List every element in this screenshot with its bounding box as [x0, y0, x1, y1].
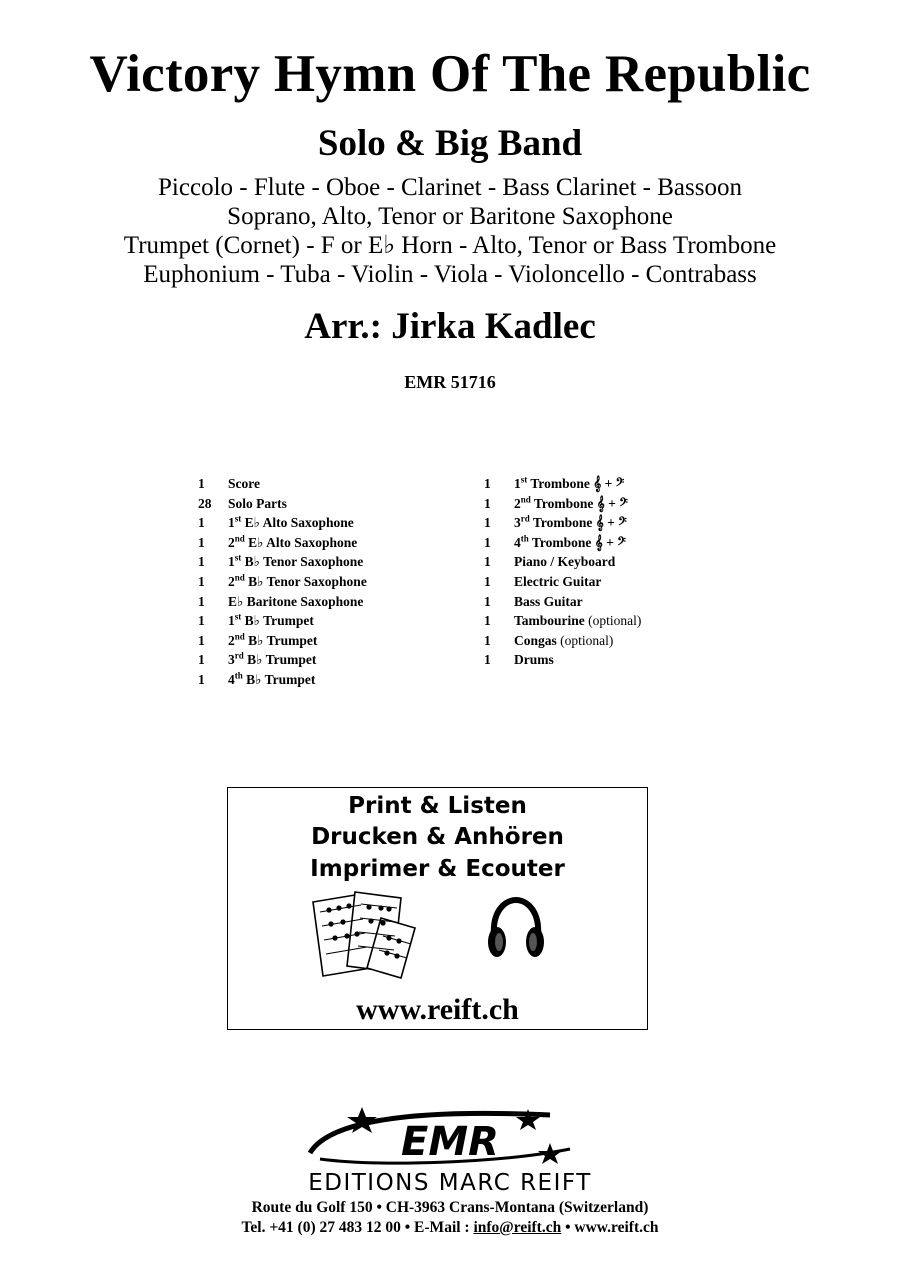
headphones-icon	[486, 896, 546, 962]
part-quantity: 1	[198, 534, 205, 550]
part-ordinal-suffix: th	[234, 670, 243, 681]
part-quantity: 1	[484, 652, 491, 668]
part-quantity: 1	[198, 613, 205, 629]
part-name	[228, 552, 363, 572]
publisher-contact	[0, 1219, 900, 1237]
part-ordinal-suffix: nd	[234, 572, 245, 583]
part-name	[514, 592, 583, 612]
part-quantity: 1	[484, 632, 491, 648]
part-quantity: 1	[198, 632, 205, 648]
print-listen-box	[227, 787, 648, 1030]
part-name	[228, 494, 287, 514]
part-quantity: 1	[484, 476, 491, 491]
part-label: Trombone 𝄞 + 𝄢	[530, 495, 628, 511]
part-label: Trombone 𝄞 + 𝄢	[527, 476, 625, 491]
logo-text: EMR	[401, 1119, 499, 1165]
part-ordinal-suffix: th	[520, 533, 529, 544]
part-ordinal-number: 3	[514, 515, 521, 531]
part-ordinal-suffix: st	[520, 474, 528, 485]
part-quantity: 1	[198, 671, 205, 687]
part-label: Drums	[514, 652, 554, 668]
part-ordinal-number: 1	[228, 554, 235, 570]
part-label: B♭ Trumpet	[244, 632, 318, 648]
part-quantity: 1	[198, 573, 205, 589]
part-name	[228, 572, 367, 592]
part-ordinal-suffix: rd	[520, 513, 530, 524]
part-quantity: 1	[484, 495, 491, 511]
part-quantity: 1	[484, 515, 491, 531]
part-name	[228, 670, 315, 690]
part-name	[228, 592, 363, 612]
part-name	[514, 650, 554, 670]
emr-logo	[300, 1105, 600, 1169]
part-quantity: 28	[198, 495, 212, 511]
part-label: E♭ Alto Saxophone	[244, 534, 358, 550]
part-ordinal-number: 2	[514, 495, 521, 511]
instrument-line: Soprano, Alto, Tenor or Baritone Saxophone	[227, 203, 673, 230]
instrument-line: Piccolo - Flute - Oboe - Clarinet - Bass Clarinet - Bassoon	[158, 174, 742, 201]
part-quantity: 1	[484, 534, 491, 550]
part-name	[228, 631, 317, 651]
part-ordinal-number: 1	[514, 476, 521, 491]
part-ordinal-suffix: nd	[234, 533, 245, 544]
part-label: E♭ Alto Saxophone	[241, 515, 354, 531]
part-name	[228, 611, 314, 631]
sheet-music-icon	[311, 888, 421, 980]
contact-email-link[interactable]: info@reift.ch	[473, 1219, 562, 1236]
part-ordinal-number: 4	[514, 534, 521, 550]
part-name	[514, 631, 613, 651]
part-quantity: 1	[484, 554, 491, 570]
part-name	[228, 650, 316, 670]
instrument-line: Euphonium - Tuba - Violin - Viola - Violoncello - Contrabass	[143, 261, 757, 288]
part-ordinal-number: 2	[228, 573, 235, 589]
part-quantity: 1	[484, 593, 491, 609]
part-label: B♭ Trumpet	[243, 652, 317, 668]
part-ordinal-suffix: st	[234, 552, 242, 563]
catalog-number: EMR 51716	[404, 372, 496, 392]
part-ordinal-suffix: rd	[234, 650, 244, 661]
part-label: B♭ Tenor Saxophone	[244, 573, 367, 589]
part-quantity: 1	[198, 515, 205, 531]
part-ordinal-number: 1	[228, 613, 235, 629]
part-name	[514, 611, 641, 631]
part-label: Solo Parts	[228, 495, 287, 511]
part-label: Piano / Keyboard	[514, 554, 616, 570]
part-label: Congas	[514, 632, 561, 648]
part-quantity: 1	[198, 554, 205, 570]
part-ordinal-suffix: nd	[234, 631, 245, 642]
part-label: B♭ Tenor Saxophone	[241, 554, 364, 570]
part-note: (optional)	[560, 632, 614, 648]
part-label: B♭ Trumpet	[242, 671, 316, 687]
instrumentation	[0, 173, 900, 289]
promo-line-de: Drucken & Anhören	[311, 824, 564, 850]
part-ordinal-number: 3	[228, 652, 235, 668]
arranger: Arr.: Jirka Kadlec	[304, 306, 596, 347]
part-label: Electric Guitar	[514, 573, 602, 589]
part-quantity: 1	[484, 573, 491, 589]
part-label: Bass Guitar	[514, 593, 583, 609]
publisher-address: Route du Golf 150 • CH-3963 Crans-Montana (Switzerland)	[251, 1199, 649, 1216]
part-quantity: 1	[198, 476, 205, 491]
part-name	[514, 552, 615, 572]
part-name	[514, 533, 626, 553]
part-label: Trombone 𝄞 + 𝄢	[529, 515, 627, 531]
promo-url: www.reift.ch	[356, 993, 519, 1026]
part-ordinal-suffix: st	[234, 611, 242, 622]
part-label: E♭ Baritone Saxophone	[228, 593, 364, 609]
part-ordinal-number: 1	[228, 515, 235, 531]
part-name	[228, 533, 357, 553]
part-ordinal-number: 2	[228, 534, 235, 550]
part-note: (optional)	[588, 613, 642, 629]
part-quantity: 1	[198, 593, 205, 609]
instrument-line: Trumpet (Cornet) - F or E♭ Horn - Alto, Tenor or Bass Trombone	[123, 232, 777, 259]
part-name	[228, 474, 260, 494]
part-name	[514, 494, 628, 514]
part-ordinal-suffix: st	[234, 513, 242, 524]
part-name	[514, 474, 624, 494]
contact-phone: Tel. +41 (0) 27 483 12 00 • E-Mail :	[241, 1219, 474, 1236]
part-quantity: 1	[484, 613, 491, 629]
part-ordinal-suffix: nd	[520, 494, 531, 505]
page-title: Victory Hymn Of The Republic	[89, 45, 811, 103]
part-label: Tambourine	[514, 613, 589, 629]
promo-line-en: Print & Listen	[348, 793, 527, 819]
part-label: Trombone 𝄞 + 𝄢	[528, 534, 626, 550]
part-ordinal-number: 4	[228, 671, 235, 687]
part-quantity: 1	[198, 652, 205, 668]
part-label: Score	[228, 476, 260, 491]
part-ordinal-number: 2	[228, 632, 235, 648]
promo-line-fr: Imprimer & Ecouter	[310, 856, 565, 882]
part-name	[514, 513, 627, 533]
subtitle: Solo & Big Band	[317, 123, 583, 164]
contact-web: • www.reift.ch	[561, 1219, 659, 1236]
part-name	[514, 572, 601, 592]
part-name	[228, 513, 354, 533]
publisher-name: EDITIONS MARC REIFT	[308, 1170, 592, 1196]
part-label: B♭ Trumpet	[241, 613, 314, 629]
